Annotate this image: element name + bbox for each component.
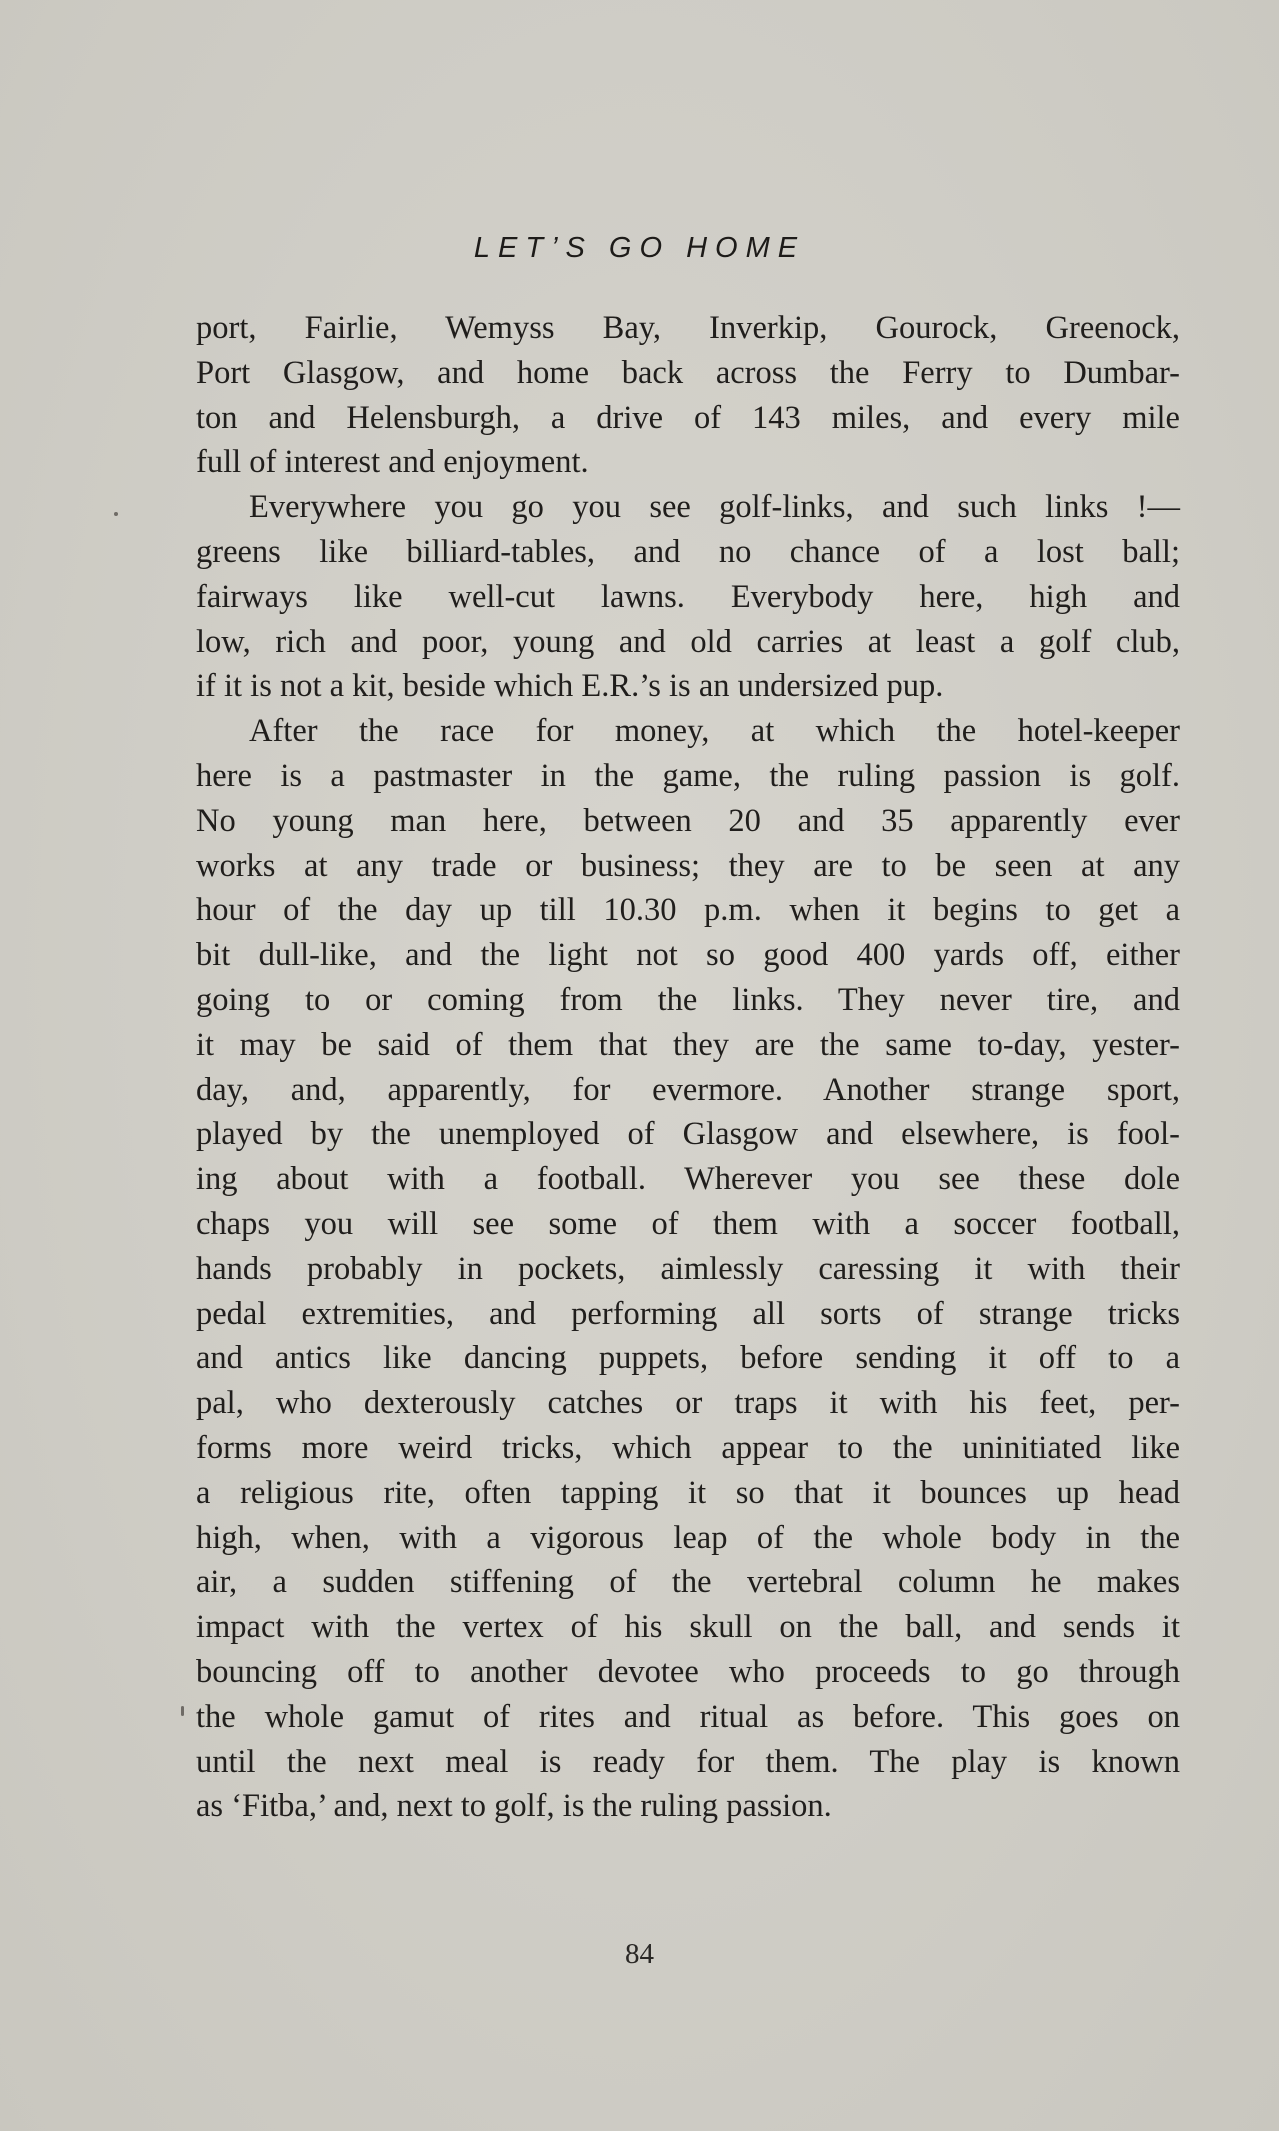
text-line: works at any trade or business; they are to be seen at any xyxy=(196,847,1180,884)
text-line: day, and, apparently, for evermore. Another strange sport, xyxy=(196,1071,1180,1108)
text-line: if it is not a kit, beside which E.R.’s is an undersized pup. xyxy=(196,668,944,705)
text-line: After the race for money, at which the hotel-keeper xyxy=(249,713,1180,750)
text-line: it may be said of them that they are the same to-day, yester- xyxy=(196,1026,1180,1063)
text-line: fairways like well-cut lawns. Everybody here, high and xyxy=(196,578,1180,615)
text-line: pedal extremities, and performing all sorts of strange tricks xyxy=(196,1295,1180,1332)
paper-speck xyxy=(181,1706,184,1716)
text-line: Port Glasgow, and home back across the Ferry to Dumbar- xyxy=(196,354,1180,391)
text-line: the whole gamut of rites and ritual as before. This goes on xyxy=(196,1698,1180,1735)
text-line: bit dull-like, and the light not so good 400 yards off, either xyxy=(196,937,1180,974)
paper-speck xyxy=(114,512,118,516)
text-line: ing about with a football. Wherever you see these dole xyxy=(196,1161,1180,1198)
text-line: low, rich and poor, young and old carries at least a golf club, xyxy=(196,623,1180,660)
text-line: chaps you will see some of them with a soccer football, xyxy=(196,1205,1180,1242)
text-line: going to or coming from the links. They never tire, and xyxy=(196,981,1180,1018)
text-line: Everywhere you go you see golf-links, and such links !— xyxy=(249,489,1180,526)
text-line: greens like billiard-tables, and no chance of a lost ball; xyxy=(196,533,1180,570)
text-line: a religious rite, often tapping it so that it bounces up head xyxy=(196,1474,1180,1511)
text-line: high, when, with a vigorous leap of the whole body in the xyxy=(196,1519,1180,1556)
text-line: hour of the day up till 10.30 p.m. when it begins to get a xyxy=(196,892,1180,929)
text-line: air, a sudden stiffening of the vertebral column he makes xyxy=(196,1564,1180,1601)
text-line: pal, who dexterously catches or traps it with his feet, per- xyxy=(196,1385,1180,1422)
text-line: full of interest and enjoyment. xyxy=(196,444,589,481)
text-line: as ‘Fitba,’ and, next to golf, is the ruling passion. xyxy=(196,1788,832,1825)
text-line: forms more weird tricks, which appear to the uninitiated like xyxy=(196,1429,1180,1466)
text-line: ton and Helensburgh, a drive of 143 miles, and every mile xyxy=(196,399,1180,436)
text-line: hands probably in pockets, aimlessly caressing it with their xyxy=(196,1250,1180,1287)
text-line: No young man here, between 20 and 35 apparently ever xyxy=(196,802,1180,839)
text-line: here is a pastmaster in the game, the ruling passion is golf. xyxy=(196,757,1180,794)
text-line: port, Fairlie, Wemyss Bay, Inverkip, Gourock, Greenock, xyxy=(196,310,1180,346)
text-line: impact with the vertex of his skull on the ball, and sends it xyxy=(196,1609,1180,1646)
page-number: 84 xyxy=(625,1938,654,1970)
text-line: played by the unemployed of Glasgow and elsewhere, is fool- xyxy=(196,1116,1180,1153)
running-title: LET’S GO HOME xyxy=(473,232,806,264)
text-line: until the next meal is ready for them. The play is known xyxy=(196,1743,1180,1780)
body-text xyxy=(196,306,1180,1829)
text-line: bouncing off to another devotee who proceeds to go through xyxy=(196,1653,1180,1690)
text-line: and antics like dancing puppets, before sending it off to a xyxy=(196,1340,1180,1377)
